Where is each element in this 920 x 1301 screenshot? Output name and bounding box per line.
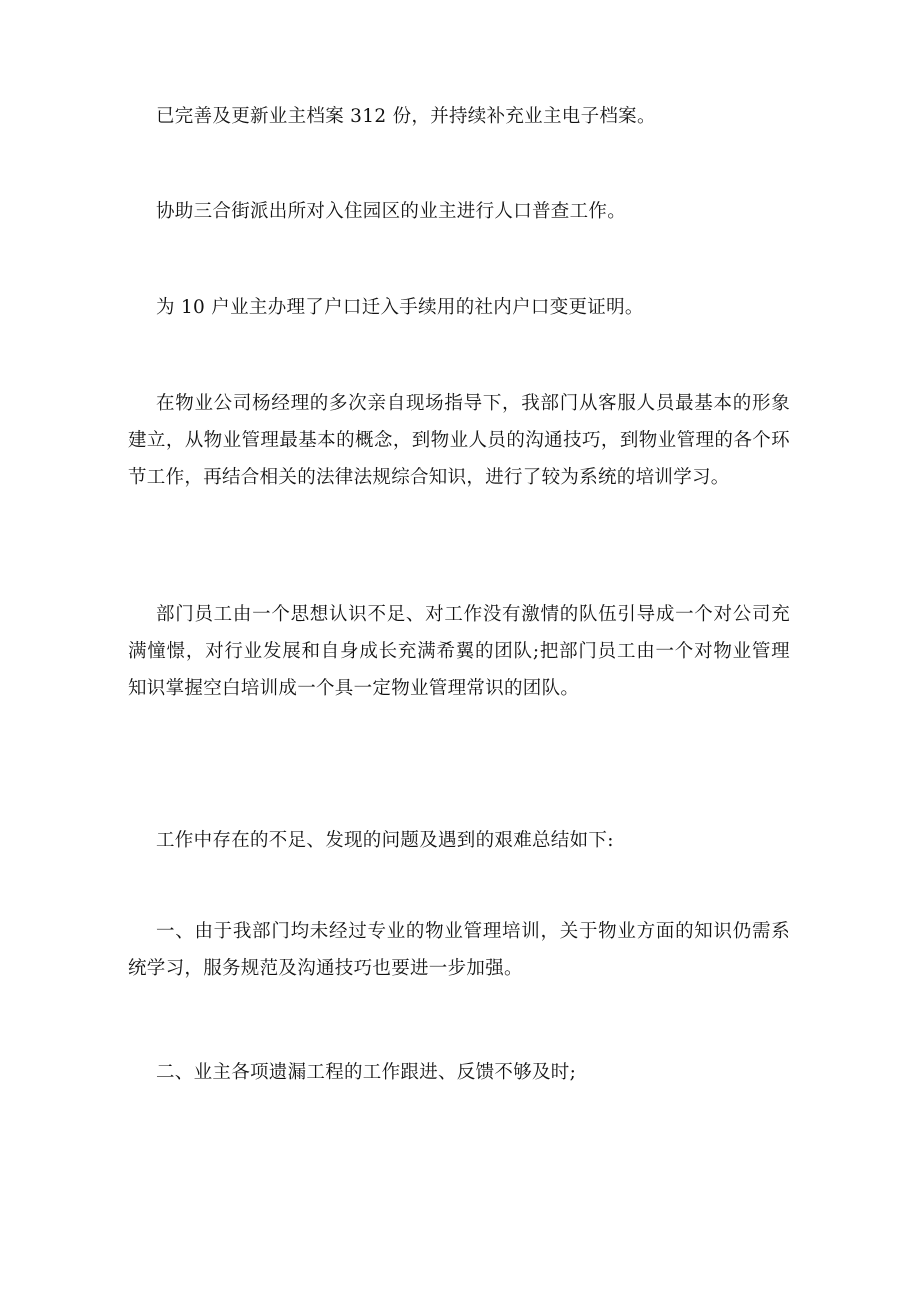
paragraph-shortcoming-two: 二、业主各项遗漏工程的工作跟进、反馈不够及时; xyxy=(156,1062,577,1083)
paragraph-census-assist: 协助三合街派出所对入住园区的业主进行人口普查工作。 xyxy=(156,201,627,222)
paragraph-shortcoming-one: 一、由于我部门均未经过专业的物业管理培训，关于物业方面的知识仍需系统学习，服务规范及沟通技巧也要进一步加强。 xyxy=(128,921,790,979)
paragraph-shortcomings-heading: 工作中存在的不足、发现的问题及遇到的艰难总结如下: xyxy=(156,830,614,851)
paragraph-training-guidance: 在物业公司杨经理的多次亲自现场指导下，我部门从客服人员最基本的形象建立，从物业管理最基本的概念，到物业人员的沟通技巧，到物业管理的各个环节工作，再结合相关的法律法规综合知识，进行了较为系统的培训学习。 xyxy=(128,393,790,488)
paragraph-team-building: 部门员工由一个思想认识不足、对工作没有激情的队伍引导成一个对公司充满憧憬，对行业发展和自身成长充满希翼的团队;把部门员工由一个对物业管理知识掌握空白培训成一个具一定物业管理常识的团队。 xyxy=(128,604,790,699)
paragraph-household-registration: 为 10 户业主办理了户口迁入手续用的社内户口变更证明。 xyxy=(156,297,644,318)
paragraph-owner-archives: 已完善及更新业主档案 312 份，并持续补充业主电子档案。 xyxy=(156,106,656,127)
